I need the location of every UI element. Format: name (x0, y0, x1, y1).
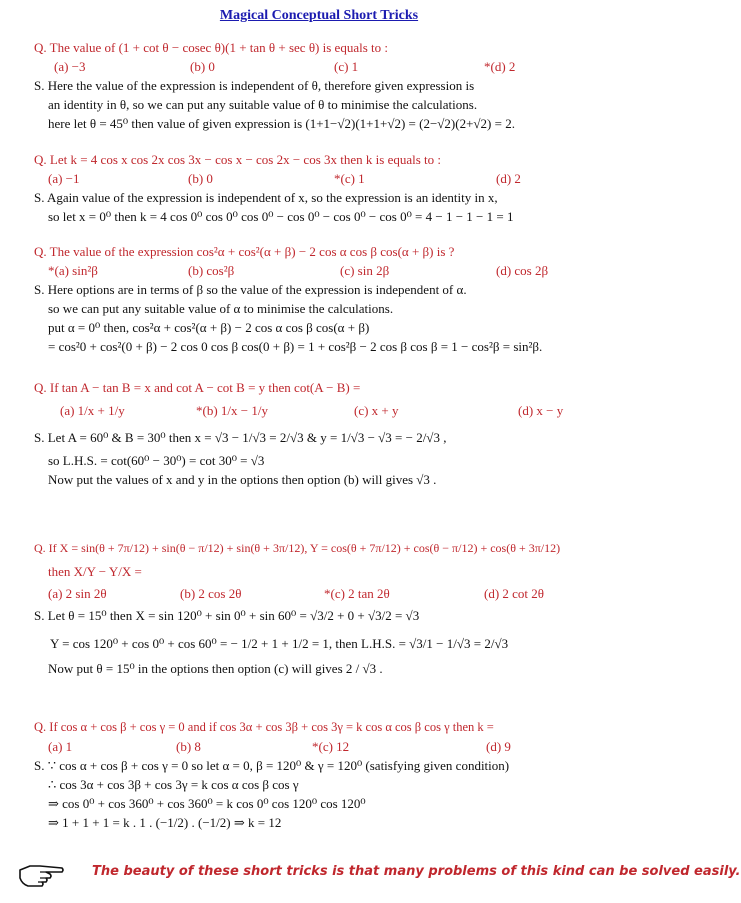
question-text: Q. If cos α + cos β + cos γ = 0 and if cos 3α + cos 3β + cos 3γ = k cos α cos β cos γ then k = (34, 720, 494, 734)
question-block-1 (34, 38, 630, 133)
solution-line: S. Let θ = 15⁰ then X = sin 120⁰ + sin 0⁰ + sin 60⁰ = √3/2 + 0 + √3/2 = √3 (34, 608, 420, 623)
option-d: (d) 9 (486, 739, 511, 754)
option-b: (b) 0 (188, 171, 213, 186)
solution-line: put α = 0⁰ then, cos²α + cos²(α + β) − 2 cos α cos β cos(α + β) (48, 320, 370, 335)
solution-line: Y = cos 120⁰ + cos 0⁰ + cos 60⁰ = − 1/2 + 1 + 1/2 = 1, then L.H.S. = √3/1 − 1/√3 = 2/√3 (50, 636, 509, 651)
solution-line: S. Here options are in terms of β so the value of the expression is independent of α. (34, 282, 467, 297)
question-block-5 (34, 536, 630, 678)
footer-note (18, 858, 741, 888)
option-b: *(b) 1/x − 1/y (196, 403, 268, 418)
page-title: Magical Conceptual Short Tricks (219, 8, 419, 23)
option-d: (d) 2 (496, 171, 521, 186)
option-d: *(d) 2 (484, 59, 516, 74)
option-c: *(c) 12 (312, 739, 350, 754)
option-c: *(c) 1 (334, 171, 365, 186)
question-block-3 (34, 242, 630, 356)
option-b: (b) 2 cos 2θ (180, 586, 242, 601)
solution-line: so L.H.S. = cot(60⁰ − 30⁰) = cot 30⁰ = √3 (48, 453, 265, 468)
option-d: (d) 2 cot 2θ (484, 586, 545, 601)
option-d: (d) x − y (518, 403, 564, 418)
option-a: (a) 2 sin 2θ (48, 586, 107, 601)
solution-line: here let θ = 45⁰ then value of given expression is (1+1−√2)(1+1+√2) = (2−√2)(2+√2) = 2. (48, 116, 515, 131)
solution-line: so we can put any suitable value of α to minimise the calculations. (48, 301, 394, 316)
option-a: (a) −1 (48, 171, 80, 186)
options-row (34, 397, 630, 425)
option-b: (b) 0 (190, 59, 215, 74)
solution-line: ⇒ cos 0⁰ + cos 360⁰ + cos 360⁰ = k cos 0⁰ cos 120⁰ cos 120⁰ (48, 796, 366, 811)
option-c: (c) sin 2β (340, 263, 390, 278)
solution-line: so let x = 0⁰ then k = 4 cos 0⁰ cos 0⁰ cos 0⁰ − cos 0⁰ − cos 0⁰ − cos 0⁰ = 4 − 1 − 1 − 1 = 1 (48, 209, 514, 224)
solution-line: S. Again value of the expression is independent of x, so the expression is an identity in x, (34, 190, 498, 205)
options-row (34, 584, 630, 603)
option-c: (c) 1 (334, 59, 359, 74)
option-c: (c) x + y (354, 403, 399, 418)
question-block-2 (34, 150, 630, 226)
option-b: (b) cos²β (188, 263, 235, 278)
question-text: Q. Let k = 4 cos x cos 2x cos 3x − cos x − cos 2x − cos 3x then k is equals to : (34, 152, 441, 167)
solution-line: S. Let A = 60⁰ & B = 30⁰ then x = √3 − 1/√3 = 2/√3 & y = 1/√3 − √3 = − 2/√3 , (34, 430, 447, 445)
option-a: (a) −3 (54, 59, 86, 74)
solution-line: S. ∵ cos α + cos β + cos γ = 0 so let α = 0, β = 120⁰ & γ = 120⁰ (satisfying given condition) (34, 758, 510, 773)
solution-line: ⇒ 1 + 1 + 1 = k . 1 . (−1/2) . (−1/2) ⇒ k = 12 (48, 815, 282, 830)
question-block-4 (34, 378, 630, 489)
option-d: (d) cos 2β (496, 263, 549, 278)
options-row (34, 261, 630, 280)
option-c: *(c) 2 tan 2θ (324, 586, 390, 601)
option-a: (a) 1 (48, 739, 73, 754)
option-a: (a) 1/x + 1/y (60, 403, 125, 418)
options-row (34, 169, 630, 188)
question-text: Q. The value of the expression cos²α + cos²(α + β) − 2 cos α cos β cos(α + β) is ? (34, 244, 455, 259)
question-block-6 (34, 718, 630, 832)
pointing-hand-icon (18, 858, 64, 888)
solution-line: Now put the values of x and y in the options then option (b) will gives √3 . (48, 472, 437, 487)
options-row (34, 737, 630, 756)
question-text: Q. If X = sin(θ + 7π/12) + sin(θ − π/12) + sin(θ + 3π/12), Y = cos(θ + 7π/12) + cos(θ − π/12) + cos(θ + 3π/12) (34, 541, 561, 555)
question-text-continued: then X/Y − Y/X = (48, 564, 142, 579)
solution-line: S. Here the value of the expression is independent of θ, therefore given expression is (34, 78, 475, 93)
question-text: Q. If tan A − tan B = x and cot A − cot B = y then cot(A − B) = (34, 380, 361, 395)
option-b: (b) 8 (176, 739, 201, 754)
solution-line: ∴ cos 3α + cos 3β + cos 3γ = k cos α cos β cos γ (48, 777, 299, 792)
options-row (34, 57, 630, 76)
question-text: Q. The value of (1 + cot θ − cosec θ)(1 + tan θ + sec θ) is equals to : (34, 40, 388, 55)
option-a: *(a) sin²β (48, 263, 98, 278)
solution-line: an identity in θ, so we can put any suitable value of θ to minimise the calculations. (48, 97, 478, 112)
solution-line: Now put θ = 15⁰ in the options then option (c) will gives 2 / √3 . (48, 661, 383, 676)
footer-text: The beauty of these short tricks is that many problems of this kind can be solved easily. (92, 864, 741, 879)
solution-line: = cos²0 + cos²(0 + β) − 2 cos 0 cos β cos(0 + β) = 1 + cos²β − 2 cos β cos β = 1 − cos²β = sin²β. (48, 339, 543, 354)
